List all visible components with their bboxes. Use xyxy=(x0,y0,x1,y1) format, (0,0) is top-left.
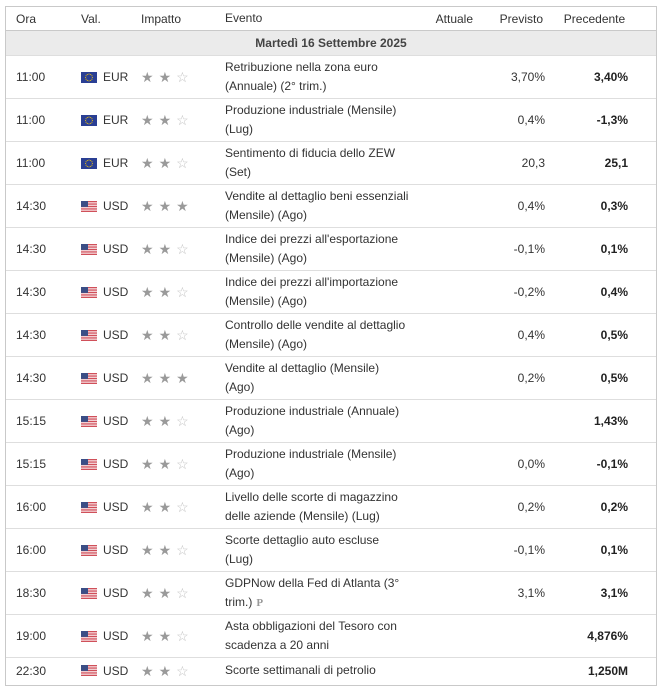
event-name-cell[interactable] xyxy=(225,617,409,655)
us-flag-icon xyxy=(81,631,103,642)
event-name[interactable]: Produzione industriale (Mensile) (Ago) xyxy=(225,447,397,480)
event-currency-cell xyxy=(71,285,136,299)
event-forecast: 0,4% xyxy=(517,199,545,213)
event-name[interactable]: Retribuzione nella zona euro (Annuale) (2° trim.) xyxy=(225,60,378,93)
star-filled-icon: ★ xyxy=(158,69,172,85)
star-filled-icon: ★ xyxy=(141,662,154,679)
event-name[interactable]: Scorte settimanali di petrolio xyxy=(225,663,376,677)
star-empty-icon: ☆ xyxy=(176,155,189,171)
event-previous: 3,1% xyxy=(600,586,628,600)
event-time: 15:15 xyxy=(16,457,47,471)
table-row[interactable] xyxy=(6,142,656,185)
star-filled-icon: ★ xyxy=(158,327,172,343)
header-previous[interactable]: Precedente xyxy=(563,11,626,26)
event-impact xyxy=(136,543,225,557)
event-currency: USD xyxy=(103,543,129,557)
star-filled-icon: ★ xyxy=(141,542,154,558)
event-impact xyxy=(136,70,225,84)
star-filled-icon: ★ xyxy=(158,662,172,679)
star-filled-icon: ★ xyxy=(158,198,172,214)
event-impact xyxy=(136,414,225,428)
star-empty-icon: ☆ xyxy=(176,585,189,601)
preliminary-badge: P xyxy=(256,596,264,609)
event-currency: USD xyxy=(103,586,129,600)
event-name[interactable]: Vendite al dettaglio beni essenziali (Mensile) (Ago) xyxy=(225,189,409,222)
event-name-cell[interactable] xyxy=(225,359,409,397)
star-filled-icon: ★ xyxy=(158,284,172,300)
event-currency-cell xyxy=(71,414,136,428)
star-filled-icon: ★ xyxy=(141,370,154,386)
event-name[interactable]: Livello delle scorte di magazzino delle aziende (Mensile) (Lug) xyxy=(225,490,398,523)
us-flag-icon xyxy=(81,502,103,513)
event-impact xyxy=(136,629,225,643)
event-previous: 0,3% xyxy=(600,199,628,213)
star-filled-icon: ★ xyxy=(141,413,154,429)
event-forecast: 3,1% xyxy=(517,586,545,600)
event-name[interactable]: GDPNow della Fed di Atlanta (3° trim.) xyxy=(225,575,400,609)
us-flag-icon xyxy=(81,330,103,341)
event-currency-cell xyxy=(71,156,136,170)
event-impact xyxy=(136,285,225,299)
event-currency: EUR xyxy=(103,70,129,84)
event-currency: USD xyxy=(103,457,129,471)
event-currency-cell xyxy=(71,629,136,643)
header-time[interactable]: Ora xyxy=(16,11,37,26)
star-filled-icon: ★ xyxy=(141,155,154,171)
star-empty-icon: ☆ xyxy=(176,456,189,472)
event-time: 14:30 xyxy=(16,328,47,342)
us-flag-icon xyxy=(81,459,103,470)
event-forecast: 0,4% xyxy=(517,113,545,127)
us-flag-icon xyxy=(81,416,103,427)
star-filled-icon: ★ xyxy=(158,499,172,515)
event-currency-cell xyxy=(71,664,136,678)
event-name[interactable]: Produzione industriale (Annuale) (Ago) xyxy=(225,404,400,437)
event-name[interactable]: Sentimento di fiducia dello ZEW (Set) xyxy=(225,146,396,179)
star-empty-icon: ☆ xyxy=(176,327,189,343)
event-time: 11:00 xyxy=(16,70,46,84)
event-forecast: 0,2% xyxy=(517,500,545,514)
event-currency-cell xyxy=(71,586,136,600)
us-flag-icon xyxy=(81,244,103,255)
table-row[interactable] xyxy=(6,400,656,443)
event-currency: USD xyxy=(103,199,129,213)
event-previous: 3,40% xyxy=(593,70,628,84)
event-currency-cell xyxy=(71,199,136,213)
event-currency-cell xyxy=(71,543,136,557)
us-flag-icon xyxy=(81,287,103,298)
star-filled-icon: ★ xyxy=(158,628,172,644)
event-forecast: 0,0% xyxy=(517,457,545,471)
event-time: 18:30 xyxy=(16,586,47,600)
event-previous: 0,5% xyxy=(600,371,628,385)
event-previous: 25,1 xyxy=(604,156,628,170)
event-currency: USD xyxy=(103,242,129,256)
event-previous: 1,43% xyxy=(593,414,628,428)
event-impact xyxy=(136,199,225,213)
table-row[interactable] xyxy=(6,658,656,683)
table-row[interactable] xyxy=(6,314,656,357)
table-row[interactable] xyxy=(6,271,656,314)
event-name[interactable]: Controllo delle vendite al dettaglio (Mensile) (Ago) xyxy=(225,318,406,351)
event-forecast: 0,2% xyxy=(517,371,545,385)
table-row[interactable] xyxy=(6,99,656,142)
event-time: 14:30 xyxy=(16,285,47,299)
star-filled-icon: ★ xyxy=(141,284,154,300)
eu-flag-icon xyxy=(81,158,103,169)
event-name-cell[interactable] xyxy=(225,445,409,483)
event-rows xyxy=(6,56,656,683)
star-filled-icon: ★ xyxy=(158,413,172,429)
event-currency: USD xyxy=(103,500,129,514)
event-previous: 0,5% xyxy=(600,328,628,342)
event-currency: USD xyxy=(103,371,129,385)
star-filled-icon: ★ xyxy=(141,499,154,515)
star-filled-icon: ★ xyxy=(141,456,154,472)
event-forecast: -0,2% xyxy=(513,285,545,299)
event-name-cell[interactable] xyxy=(225,230,409,268)
event-currency: EUR xyxy=(103,113,129,127)
table-row[interactable] xyxy=(6,572,656,615)
table-row[interactable] xyxy=(6,185,656,228)
event-name-cell[interactable] xyxy=(225,273,409,311)
event-previous: 0,4% xyxy=(600,285,628,299)
event-currency-cell xyxy=(71,242,136,256)
event-time: 22:30 xyxy=(16,663,47,678)
star-empty-icon: ☆ xyxy=(176,241,189,257)
star-empty-icon: ☆ xyxy=(176,413,189,429)
event-previous: 4,876% xyxy=(587,629,628,643)
star-empty-icon: ☆ xyxy=(176,662,189,679)
star-filled-icon: ★ xyxy=(158,585,172,601)
event-time: 14:30 xyxy=(16,371,47,385)
us-flag-icon xyxy=(81,373,103,384)
event-name-cell[interactable] xyxy=(225,661,409,680)
event-name[interactable]: Vendite al dettaglio (Mensile) (Ago) xyxy=(225,361,380,394)
event-name-cell[interactable] xyxy=(225,144,409,182)
event-time: 11:00 xyxy=(16,156,46,170)
star-filled-icon: ★ xyxy=(141,69,154,85)
star-filled-icon: ★ xyxy=(141,585,154,601)
event-name-cell[interactable] xyxy=(225,488,409,526)
star-filled-icon: ★ xyxy=(158,241,172,257)
star-filled-icon: ★ xyxy=(141,628,154,644)
star-filled-icon: ★ xyxy=(176,198,189,214)
star-filled-icon: ★ xyxy=(141,112,154,128)
table-row[interactable] xyxy=(6,529,656,572)
event-previous: -0,1% xyxy=(596,457,628,471)
event-time: 19:00 xyxy=(16,629,47,643)
event-name-cell[interactable] xyxy=(225,101,409,139)
event-name[interactable]: Indice dei prezzi all'importazione (Mensile) (Ago) xyxy=(225,275,399,308)
event-previous: 0,2% xyxy=(600,500,628,514)
star-empty-icon: ☆ xyxy=(176,499,189,515)
header-actual[interactable]: Attuale xyxy=(435,11,473,26)
star-filled-icon: ★ xyxy=(141,198,154,214)
star-empty-icon: ☆ xyxy=(176,628,189,644)
event-name-cell[interactable] xyxy=(225,316,409,354)
event-currency: USD xyxy=(103,285,129,299)
event-forecast: 0,4% xyxy=(517,328,545,342)
star-filled-icon: ★ xyxy=(158,112,172,128)
star-filled-icon: ★ xyxy=(158,542,172,558)
table-row[interactable] xyxy=(6,443,656,486)
event-impact xyxy=(136,457,225,471)
event-currency-cell xyxy=(71,457,136,471)
event-time: 16:00 xyxy=(16,543,47,557)
star-filled-icon: ★ xyxy=(141,241,154,257)
table-row[interactable] xyxy=(6,486,656,529)
event-time: 16:00 xyxy=(16,500,47,514)
event-currency-cell xyxy=(71,328,136,342)
header-currency[interactable]: Val. xyxy=(81,11,101,26)
table-header xyxy=(6,7,656,31)
event-previous: 0,1% xyxy=(600,543,628,557)
us-flag-icon xyxy=(81,545,103,556)
event-currency: USD xyxy=(103,663,129,678)
event-impact xyxy=(136,500,225,514)
star-filled-icon: ★ xyxy=(158,456,172,472)
star-empty-icon: ☆ xyxy=(176,69,189,85)
event-currency: USD xyxy=(103,629,129,643)
event-name-cell[interactable] xyxy=(225,574,409,613)
us-flag-icon xyxy=(81,588,103,599)
event-currency: EUR xyxy=(103,156,129,170)
event-time: 15:15 xyxy=(16,414,47,428)
header-impact[interactable]: Impatto xyxy=(141,11,182,26)
event-forecast: -0,1% xyxy=(513,242,545,256)
table-row[interactable] xyxy=(6,615,656,658)
us-flag-icon xyxy=(81,665,103,676)
star-empty-icon: ☆ xyxy=(176,542,189,558)
event-forecast: 20,3 xyxy=(521,156,545,170)
table-row[interactable] xyxy=(6,228,656,271)
event-time: 14:30 xyxy=(16,199,47,213)
event-name-cell[interactable] xyxy=(225,531,409,569)
economic-calendar-table xyxy=(5,6,657,686)
eu-flag-icon xyxy=(81,72,103,83)
event-impact xyxy=(136,113,225,127)
event-name[interactable]: Indice dei prezzi all'esportazione (Mensile) (Ago) xyxy=(225,232,399,265)
event-forecast: 3,70% xyxy=(510,70,545,84)
header-event[interactable]: Evento xyxy=(225,11,263,25)
event-forecast: -0,1% xyxy=(513,543,545,557)
header-forecast[interactable]: Previsto xyxy=(499,11,543,26)
star-filled-icon: ★ xyxy=(141,327,154,343)
event-previous: 0,1% xyxy=(600,242,628,256)
star-filled-icon: ★ xyxy=(158,370,172,386)
event-name-cell[interactable] xyxy=(225,58,409,96)
event-impact xyxy=(136,328,225,342)
event-currency-cell xyxy=(71,70,136,84)
star-filled-icon: ★ xyxy=(176,370,189,386)
event-previous: 1,250M xyxy=(587,663,628,678)
event-impact xyxy=(136,586,225,600)
us-flag-icon xyxy=(81,201,103,212)
event-name-cell[interactable] xyxy=(225,187,409,225)
event-currency: USD xyxy=(103,414,129,428)
table-row[interactable] xyxy=(6,357,656,400)
event-previous: -1,3% xyxy=(596,113,628,127)
event-impact xyxy=(136,156,225,170)
event-currency-cell xyxy=(71,500,136,514)
table-row[interactable] xyxy=(6,56,656,99)
star-filled-icon: ★ xyxy=(158,155,172,171)
event-name[interactable]: Asta obbligazioni del Tesoro con scadenza a 20 anni xyxy=(225,619,397,652)
event-time: 14:30 xyxy=(16,242,47,256)
eu-flag-icon xyxy=(81,115,103,126)
event-currency: USD xyxy=(103,328,129,342)
event-name[interactable]: Produzione industriale (Mensile) (Lug) xyxy=(225,103,397,136)
event-impact xyxy=(136,371,225,385)
event-impact xyxy=(136,664,225,678)
event-currency-cell xyxy=(71,371,136,385)
date-row: Martedì 16 Settembre 2025 xyxy=(6,31,656,56)
star-empty-icon: ☆ xyxy=(176,284,189,300)
event-time: 11:00 xyxy=(16,113,46,127)
star-empty-icon: ☆ xyxy=(176,112,189,128)
event-name-cell[interactable] xyxy=(225,402,409,440)
event-currency-cell xyxy=(71,113,136,127)
event-name[interactable]: Scorte dettaglio auto escluse (Lug) xyxy=(225,533,380,566)
event-impact xyxy=(136,242,225,256)
